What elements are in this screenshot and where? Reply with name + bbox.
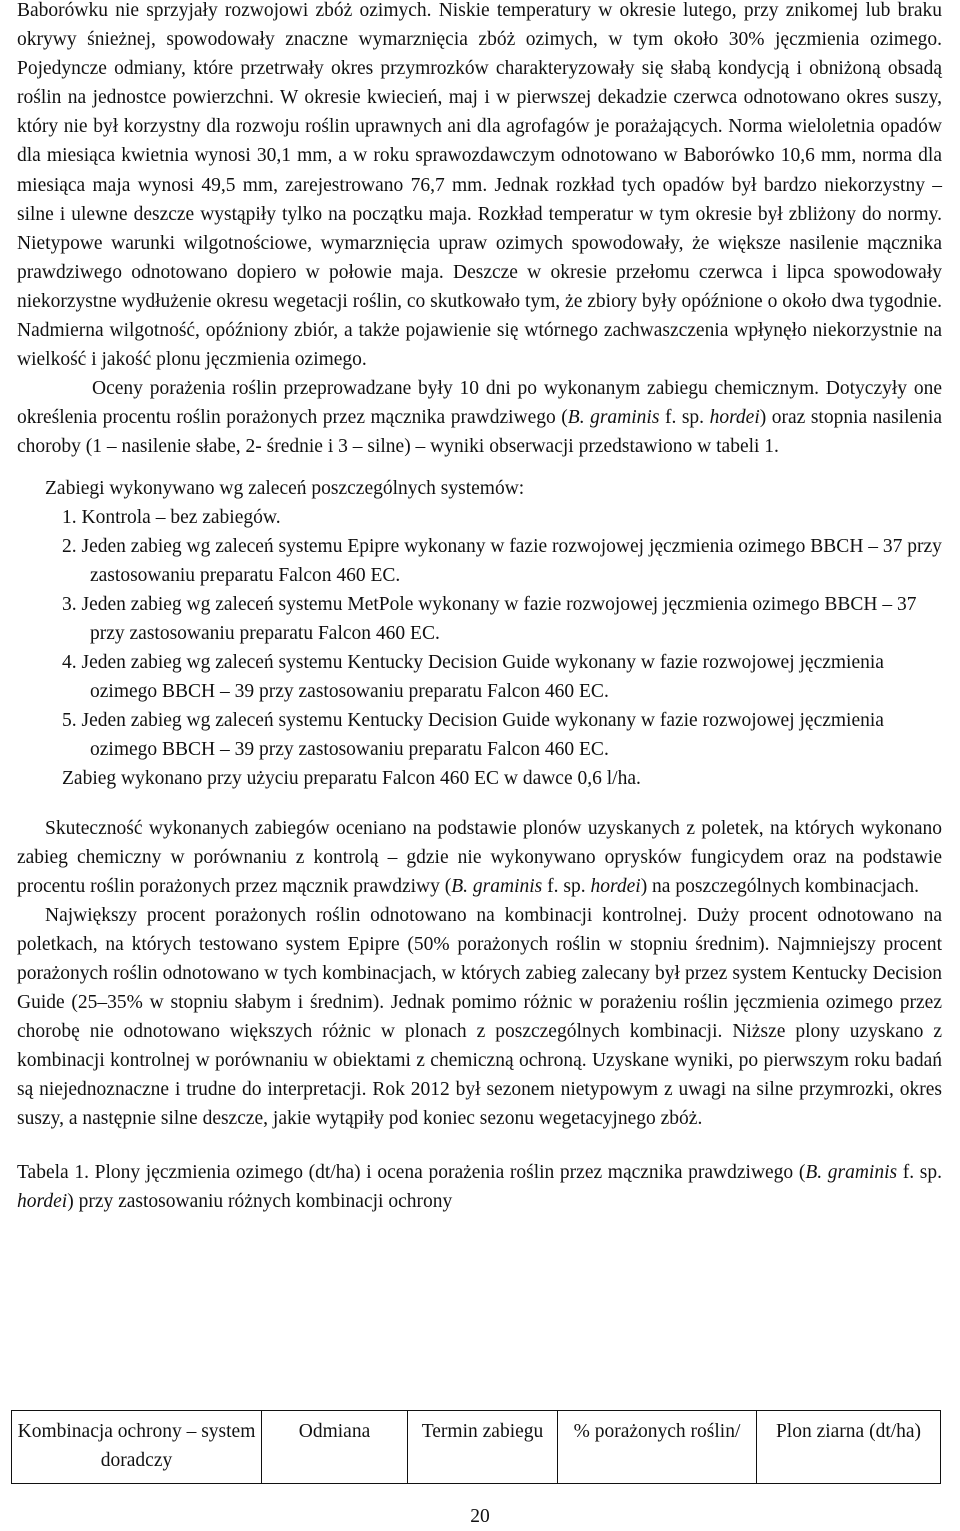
- pathogen-forma: hordei: [709, 407, 760, 429]
- paragraph-weather-conditions: Baborówku nie sprzyjały rozwojowi zbóż ozimych. Niskie temperatury w okresie lutego, przy znikomej lub braku okrywy śnieżnej, spowodowały znaczne wymarznięcia zbóż ozimych, w tym około 30% jęczmienia ozimego. Pojedyncze odmiany, które przetrwały okres przymrozków charakteryzowały się słabą kondycją i obniżoną obsadą roślin na jednostce powierzchni. W okresie kwiecień, maj i w pierwszej dekadzie czerwca odnotowano okres suszy, który nie był korzystny dla rozwoju roślin uprawnych ani dla agrofagów je porażających. Norma wieloletnia opadów dla miesiąca kwietnia wynosi 30,1 mm, a w roku sprawozdawczym odnotowano w Baborówko 10,6 mm, norma dla miesiąca maja wynosi 49,5 mm, zarejestrowano 76,7 mm. Jednak rozkład tych opadów był bardzo niekorzystny – silne i ulewne deszcze wystąpiły tylko na początku maja. Rozkład temperatur w tym okresie był zbliżony do normy. Nietypowe warunki wilgotnościowe, wymarznięcia upraw ozimych spowodowały, że większe nasilenie mącznika prawdziwego odnotowano dopiero w połowie maja. Deszcze w okresie przełomu czerwca i lipca spowodowały niekorzystne wydłużenie okresu wegetacji roślin, co skutkowało tym, że zbiory były opóźnione o około dwa tygodnie. Nadmierna wilgotność, opóźniony zbiór, a także pojawienie się wtórnego zachwaszczenia wpłynęło niekorzystnie na wielkość i jakość plonu jęczmienia ozimego.: [17, 0, 942, 371]
- paragraph-results: Największy procent porażonych roślin odnotowano na kombinacji kontrolnej. Duży procent odnotowano na poletkach, na których testowano system Epipre (50% porażonych roślin w stopniu średnim). Najmniejszy procent porażonych roślin odnotowano w tych kombinacjach, w których zabieg zalecany był przez system Kentucky Decision Guide (25–35% w stopniu słabym i średnim). Jednak pomimo różnic w porażeniu roślin jęczmienia ozimego przez chorobę nie odnotowano większych różnic w plonach z poszczególnych kombinacji. Niższe plony uzyskano z kombinacji kontrolnej w porównaniu w obiektami z chemiczną ochroną. Uzyskane wyniki, po pierwszym roku badań są niejednoznaczne i trudne do interpretacji. Rok 2012 był sezonem nietypowym z uwagi na silne przymrozki, okres suszy, a następnie silne deszcze, jakie wytąpiły pod koniec sezonu wegetacyjnego zbóż.: [17, 904, 942, 1130]
- paragraph-assessment-method: Oceny porażenia roślin przeprowadzane były 10 dni po wykonanym zabiegu chemicznym. Dotyczyły one określenia procentu roślin porażonych przez mącznika prawdziwego (B. graminis f. sp. hordei) oraz stopnia nasilenia choroby (1 – nasilenie słabe, 2- średnie i 3 – silne) – wyniki obserwacji przedstawiono w tabeli 1.: [17, 378, 942, 458]
- pathogen-forma: hordei: [590, 875, 641, 897]
- column-header-grain-yield: Plon ziarna (dt/ha): [757, 1411, 941, 1484]
- list-item: 4. Jeden zabieg wg zaleceń systemu Kentucky Decision Guide wykonany w fazie rozwojowej jęczmienia ozimego BBCH – 39 przy zastosowaniu preparatu Falcon 460 EC.: [62, 652, 884, 703]
- treatment-note: Zabieg wykonano przy użyciu preparatu Falcon 460 EC w dawce 0,6 l/ha.: [62, 768, 641, 790]
- list-item: 3. Jeden zabieg wg zaleceń systemu MetPole wykonany w fazie rozwojowej jęczmienia ozimego BBCH – 37 przy zastosowaniu preparatu Falcon 460 EC.: [62, 593, 917, 644]
- column-header-variety: Odmiana: [262, 1411, 408, 1484]
- treatments-intro: Zabiegi wykonywano wg zaleceń poszczególnych systemów:: [45, 477, 525, 499]
- list-item: 5. Jeden zabieg wg zaleceń systemu Kentucky Decision Guide wykonany w fazie rozwojowej jęczmienia ozimego BBCH – 39 przy zastosowaniu preparatu Falcon 460 EC.: [62, 710, 884, 761]
- column-header-infected-plants: % porażonych roślin/: [558, 1411, 757, 1484]
- pathogen-genus: B. graminis: [567, 407, 660, 429]
- results-table: [11, 1410, 941, 1484]
- list-item: 2. Jeden zabieg wg zaleceń systemu Epipre wykonany w fazie rozwojowej jęczmienia ozimego BBCH – 37 przy zastosowaniu preparatu Falcon 460 EC.: [62, 535, 942, 586]
- paragraph-efficacy: Skuteczność wykonanych zabiegów oceniano na podstawie plonów uzyskanych z poletek, na których wykonano zabieg chemiczny w porównaniu z kontrolą – gdzie nie wykonywano oprysków fungicydem oraz na podstawie procentu roślin porażonych przez mącznik prawdziwy (B. graminis f. sp. hordei) na poszczególnych kombinacjach.: [17, 817, 942, 897]
- pathogen-forma: hordei: [17, 1190, 68, 1212]
- pathogen-genus: B. graminis: [451, 875, 543, 897]
- treatments-list: [62, 503, 942, 794]
- page-number: 20: [470, 1506, 490, 1527]
- table-header-row: [12, 1411, 941, 1484]
- list-item: 1. Kontrola – bez zabiegów.: [62, 506, 281, 528]
- pathogen-genus: B. graminis: [805, 1161, 898, 1183]
- document-page: [17, 0, 942, 1216]
- column-header-combination: Kombinacja ochrony – system doradczy: [12, 1411, 262, 1484]
- table-caption: Tabela 1. Plony jęczmienia ozimego (dt/ha) i ocena porażenia roślin przez mącznika prawdziwego (B. graminis f. sp. hordei) przy zastosowaniu różnych kombinacji ochrony: [17, 1161, 942, 1212]
- column-header-treatment-date: Termin zabiegu: [408, 1411, 558, 1484]
